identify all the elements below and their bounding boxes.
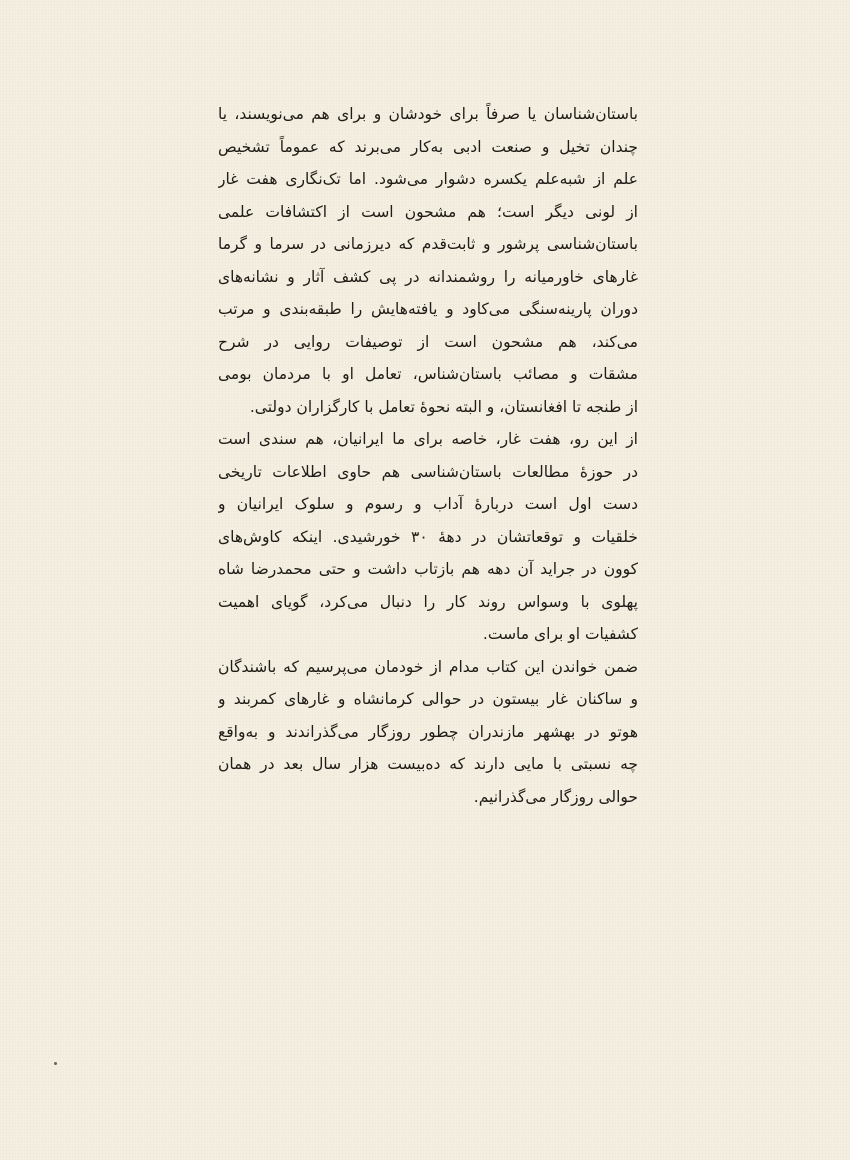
text-line: کشفیات او برای ماست. [482,625,638,643]
text-line: هوتو در بهشهر مازندران چطور روزگار می‌گذراندند و به‌واقع [218,722,638,741]
text-line: از طنجه تا افغانستان، و البته نحوهٔ تعامل با کارگزاران دولتی. [249,397,638,416]
text-line: از این رو، هفت غار، خاصه برای ما ایرانیان، هم سندی است [218,430,638,448]
text-line: در حوزهٔ مطالعات باستان‌شناسی هم حاوی اطلاعات تاریخی [218,462,638,481]
text-line: کوون در جراید آن دهه هم بازتاب داشت و حتی محمدرضا شاه [218,560,638,578]
text-line: خلقیات و توقعاتشان در دههٔ ۳۰ خورشیدی. اینکه کاوش‌های [218,527,638,546]
text-line: ضمن خواندن این کتاب مدام از خودمان می‌پرسیم که باشندگان [218,657,638,676]
text-line: چه نسبتی با مایی دارند که ده‌بیست هزار سال بعد در همان [218,755,638,773]
text-line: باستان‌شناسی پرشور و ثابت‌قدم که دیرزمانی در سرما و گرما [218,235,638,253]
text-line: و ساکنان غار بیستون در حوالی کرمانشاه و غارهای کمربند و [218,690,638,708]
paper-speck [54,1062,57,1065]
text-line: باستان‌شناسان یا صرفاً برای خودشان و برای هم می‌نویسند، یا [218,105,638,123]
text-line: از لونی دیگر است؛ هم مشحون است از اکتشافات علمی [218,202,638,221]
text-line: دوران پارینه‌سنگی می‌کاود و یافته‌هایش را طبقه‌بندی و مرتب [218,300,638,318]
text-line: علم از شبه‌علم یکسره دشوار می‌شود. اما تک‌نگاری هفت غار [218,170,638,188]
body-text [218,98,638,813]
text-line: چندان تخیل و صنعت ادبی به‌کار می‌برند که عموماً تشخیص [218,137,638,156]
text-line: غارهای خاورمیانه را روشمندانه در پی کشف آثار و نشانه‌های [218,267,638,286]
text-line: حوالی روزگار می‌گذرانیم. [473,787,638,806]
text-line: می‌کند، هم مشحون است از توصیفات روایی در شرح [218,332,638,351]
text-line: مشقات و مصائب باستان‌شناس، تعامل او با مردمان بومی [218,365,638,383]
text-line: پهلوی با وسواس روند کار را دنبال می‌کرد، گویای اهمیت [218,592,638,611]
text-line: دست اول است دربارهٔ آداب و رسوم و سلوک ایرانیان و [218,495,638,513]
